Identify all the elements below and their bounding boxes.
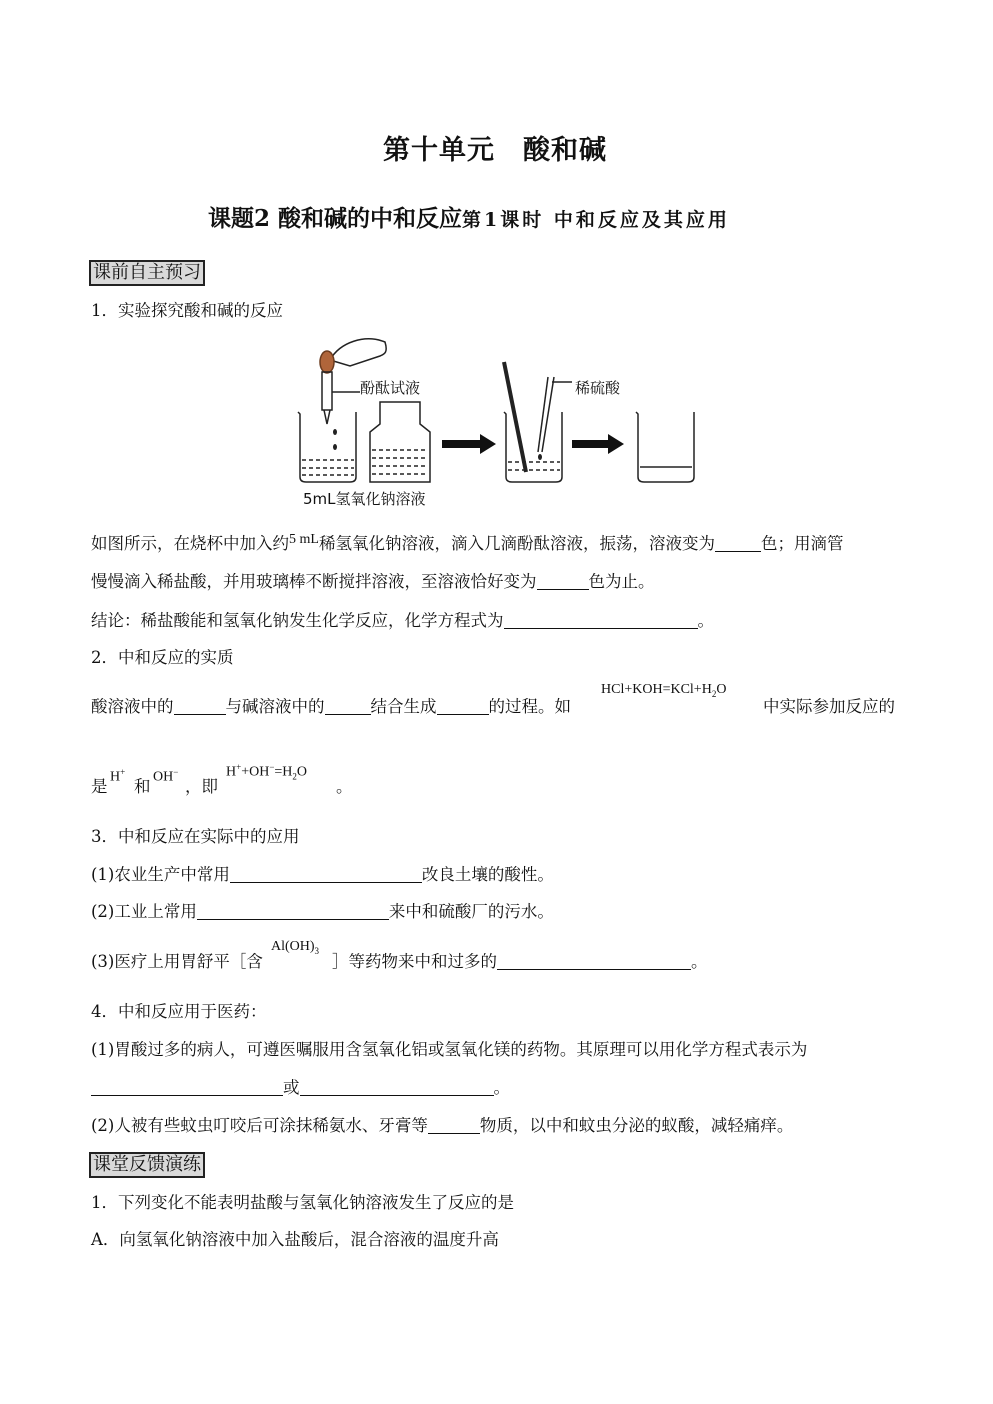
hand-illustration [330, 339, 386, 366]
q1-text: 色为止。 [588, 572, 655, 591]
label-phenolphthalein: 酚酞试液 [360, 379, 421, 397]
answer-blank[interactable] [325, 698, 371, 715]
eq-part: O [716, 682, 727, 697]
q2-text: 的过程。如 [488, 697, 571, 716]
dropper-bulb [320, 351, 334, 373]
beaker-3 [636, 412, 694, 482]
q2-namely: ，即 [185, 777, 218, 796]
eq-sub: 2 [292, 771, 297, 782]
q2-line-1 [91, 696, 571, 718]
h-ion [110, 767, 125, 786]
answer-blank[interactable] [504, 612, 698, 629]
answer-blank[interactable] [197, 903, 389, 920]
q3-item-3-cont [332, 951, 708, 973]
eq-sup: − [269, 762, 275, 772]
q2-line-1-end: 中实际参加反应的 [763, 697, 895, 716]
eq-part: HCl+KOH=KCl+H [601, 682, 712, 697]
q4-text: 或 [283, 1078, 300, 1097]
lesson-title [208, 200, 730, 233]
eq-sup: − [173, 767, 179, 777]
dropper-tube [322, 372, 332, 410]
q3-text: 来中和硫酸厂的污水。 [388, 902, 554, 921]
eq-sub: 2 [711, 688, 717, 699]
eq-part: H [226, 764, 237, 780]
q3-text: (1)农业生产中常用 [91, 865, 230, 884]
beaker-2 [504, 412, 562, 482]
eq-sup: + [236, 762, 242, 772]
q1-heading: 1．实验探究酸和碱的反应 [91, 301, 283, 320]
q3-text: ］等药物来中和过多的 [332, 952, 497, 971]
section-feedback-header: 课堂反馈演练 [89, 1152, 205, 1178]
q1-text: 如图所示，在烧杯中加入约 [91, 534, 289, 553]
q2-text: 结合生成 [370, 697, 437, 716]
label-naoh-solution: 5mL氢氧化钠溶液 [303, 490, 426, 508]
equation-hcl-koh [601, 682, 726, 699]
answer-blank[interactable] [91, 1079, 283, 1096]
answer-blank[interactable] [437, 698, 489, 715]
answer-blank[interactable] [300, 1079, 494, 1096]
eq-sub: 3 [314, 945, 320, 956]
answer-blank[interactable] [428, 1117, 480, 1134]
q2-text: 酸溶液中的 [91, 697, 174, 716]
q3-item-3: (3)医疗上用胃舒平［含 [91, 952, 263, 971]
q4-heading: 4．中和反应用于医药： [91, 1002, 267, 1021]
answer-blank[interactable] [497, 953, 691, 970]
q3-text: 改良土壤的酸性。 [421, 865, 554, 884]
q1-conclusion [91, 610, 714, 632]
q4-text: 。 [493, 1078, 510, 1097]
q1-line-1 [91, 533, 843, 557]
q3-heading: 3．中和反应在实际中的应用 [91, 827, 300, 846]
arrow-1 [442, 434, 496, 454]
practice-q1: 1．下列变化不能表明盐酸与氢氧化钠溶液发生了反应的是 [91, 1193, 514, 1212]
label-dilute-sulfuric-acid: 稀硫酸 [575, 379, 621, 397]
q1-text: 稀氢氧化钠溶液，滴入几滴酚酞溶液，振荡，溶液变为 [318, 534, 715, 553]
q1-line-2 [91, 571, 655, 593]
eq-part: =H [274, 764, 293, 780]
answer-blank[interactable] [174, 698, 226, 715]
glass-rod [504, 362, 526, 472]
eq-part: +OH [241, 764, 270, 780]
section-preview-header: 课前自主预习 [89, 260, 205, 286]
q3-item-1 [91, 864, 554, 886]
q4-text: (2)人被有些蚊虫叮咬后可涂抹稀氨水、牙膏等 [91, 1116, 428, 1135]
q2-line-2: 是 [91, 777, 108, 796]
q3-text: (2)工业上常用 [91, 902, 197, 921]
reagent-bottle [370, 402, 430, 482]
eq-sup: + [120, 767, 126, 777]
naoh-amount: 5 mL [289, 532, 319, 547]
q4-item-1-answers [91, 1077, 510, 1099]
eq-part: H [110, 769, 121, 785]
lesson-title-main: 课题2 酸和碱的中和反应 [208, 205, 463, 232]
equation-ionic [226, 762, 307, 781]
answer-blank[interactable] [230, 866, 422, 883]
q1-text: 。 [697, 611, 714, 630]
aluminum-hydroxide [271, 939, 319, 956]
q2-and: 和 [134, 777, 151, 796]
q2-text: 与碱溶液中的 [225, 697, 325, 716]
experiment-figure [290, 332, 710, 512]
q1-text: 色；用滴管 [760, 534, 844, 553]
q2-heading: 2．中和反应的实质 [91, 648, 234, 667]
q1-text: 结论：稀盐酸能和氢氧化钠发生化学反应，化学方程式为 [91, 611, 504, 630]
q4-item-1: (1)胃酸过多的病人，可遵医嘱服用含氢氧化铝或氢氧化镁的药物。其原理可以用化学方程式表示为 [91, 1040, 808, 1059]
lesson-title-sub: 第1课时 中和反应及其应用 [462, 209, 730, 231]
q2-end: 。 [336, 777, 353, 796]
q4-text: 物质，以中和蚊虫分泌的蚁酸，减轻痛痒。 [479, 1116, 794, 1135]
answer-blank[interactable] [537, 573, 589, 590]
q3-text: 。 [691, 952, 708, 971]
practice-option-a[interactable]: A．向氢氧化钠溶液中加入盐酸后，混合溶液的温度升高 [91, 1230, 499, 1249]
q3-item-2 [91, 901, 554, 923]
eq-part: Al(OH) [271, 939, 315, 954]
answer-blank[interactable] [715, 535, 761, 552]
q4-item-2 [91, 1115, 793, 1137]
q1-text: 慢慢滴入稀盐酸，并用玻璃棒不断搅拌溶液，至溶液恰好变为 [91, 572, 537, 591]
unit-title: 第十单元 酸和碱 [383, 135, 607, 166]
eq-part: OH [153, 769, 174, 785]
eq-part: O [296, 764, 308, 780]
oh-ion [153, 767, 178, 786]
arrow-2 [572, 434, 624, 454]
